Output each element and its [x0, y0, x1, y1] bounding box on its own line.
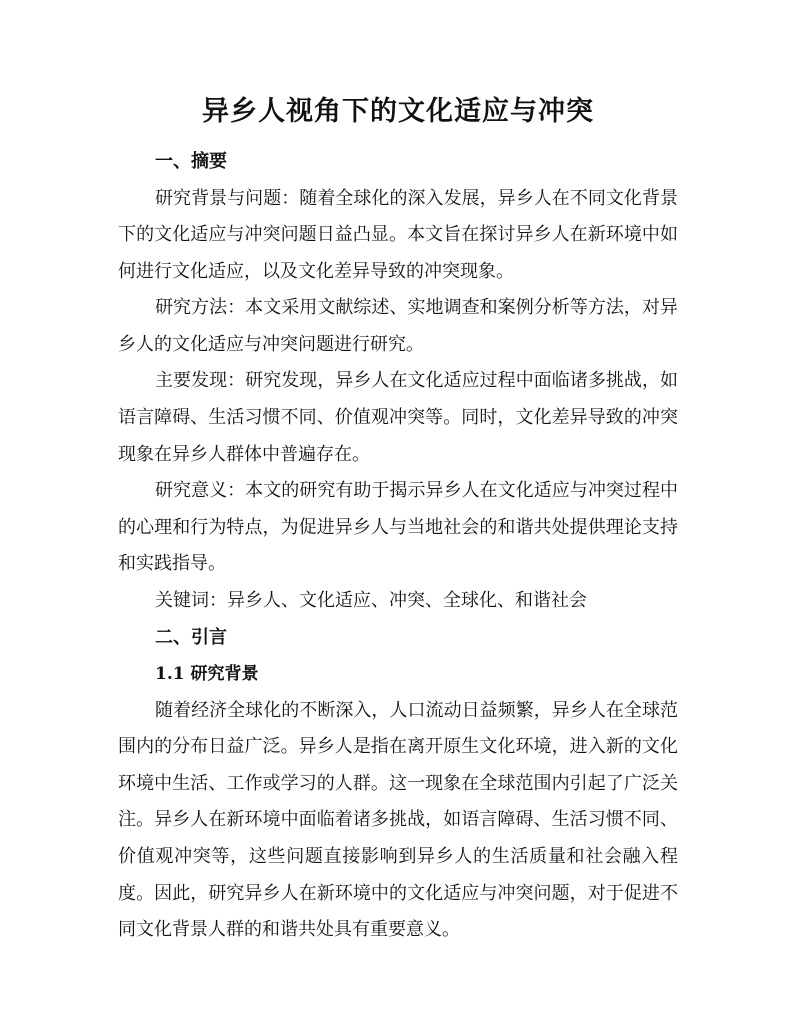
section-heading-abstract: 一、摘要 — [155, 151, 227, 172]
paragraph-significance: 研究意义：本文的研究有助于揭示异乡人在文化适应与冲突过程中的心理和行为特点，为促进异乡人与当地社会的和谐共处提供理论支持和实践指导。 — [118, 480, 678, 575]
section-abstract — [118, 144, 678, 620]
document-title: 异乡人视角下的文化适应与冲突 — [202, 96, 594, 127]
paragraph-keywords: 关键词：异乡人、文化适应、冲突、全球化、和谐社会 — [155, 590, 587, 612]
paragraph-methods: 研究方法：本文采用文献综述、实地调查和案例分析等方法，对异乡人的文化适应与冲突问题进行研究。 — [118, 297, 678, 355]
section-heading-introduction: 二、引言 — [155, 626, 227, 648]
document-page — [118, 92, 678, 949]
subsection-heading-background: 1.1 研究背景 — [155, 664, 259, 685]
paragraph-intro-background: 随着经济全球化的不断深入，人口流动日益频繁，异乡人在全球范围内的分布日益广泛。异乡人是指在离开原生文化环境，进入新的文化环境中生活、工作或学习的人群。这一现象在全球范围内引起了广泛关注。异乡人在新环境中面临着诸多挑战，如语言障碍、生活习惯不同、价值观冲突等，这些问题直接影响到异乡人的生活质量和社会融入程度。因此，研究异乡人在新环境中的文化适应与冲突问题，对于促进不同文化背景人群的和谐共处具有重要意义。 — [118, 699, 678, 941]
paragraph-background: 研究背景与问题：随着全球化的深入发展，异乡人在不同文化背景下的文化适应与冲突问题日益凸显。本文旨在探讨异乡人在新环境中如何进行文化适应，以及文化差异导致的冲突现象。 — [118, 187, 678, 282]
paragraph-findings: 主要发现：研究发现，异乡人在文化适应过程中面临诸多挑战，如语言障碍、生活习惯不同、价值观冲突等。同时，文化差异导致的冲突现象在异乡人群体中普遍存在。 — [118, 370, 678, 465]
section-introduction — [118, 620, 678, 949]
